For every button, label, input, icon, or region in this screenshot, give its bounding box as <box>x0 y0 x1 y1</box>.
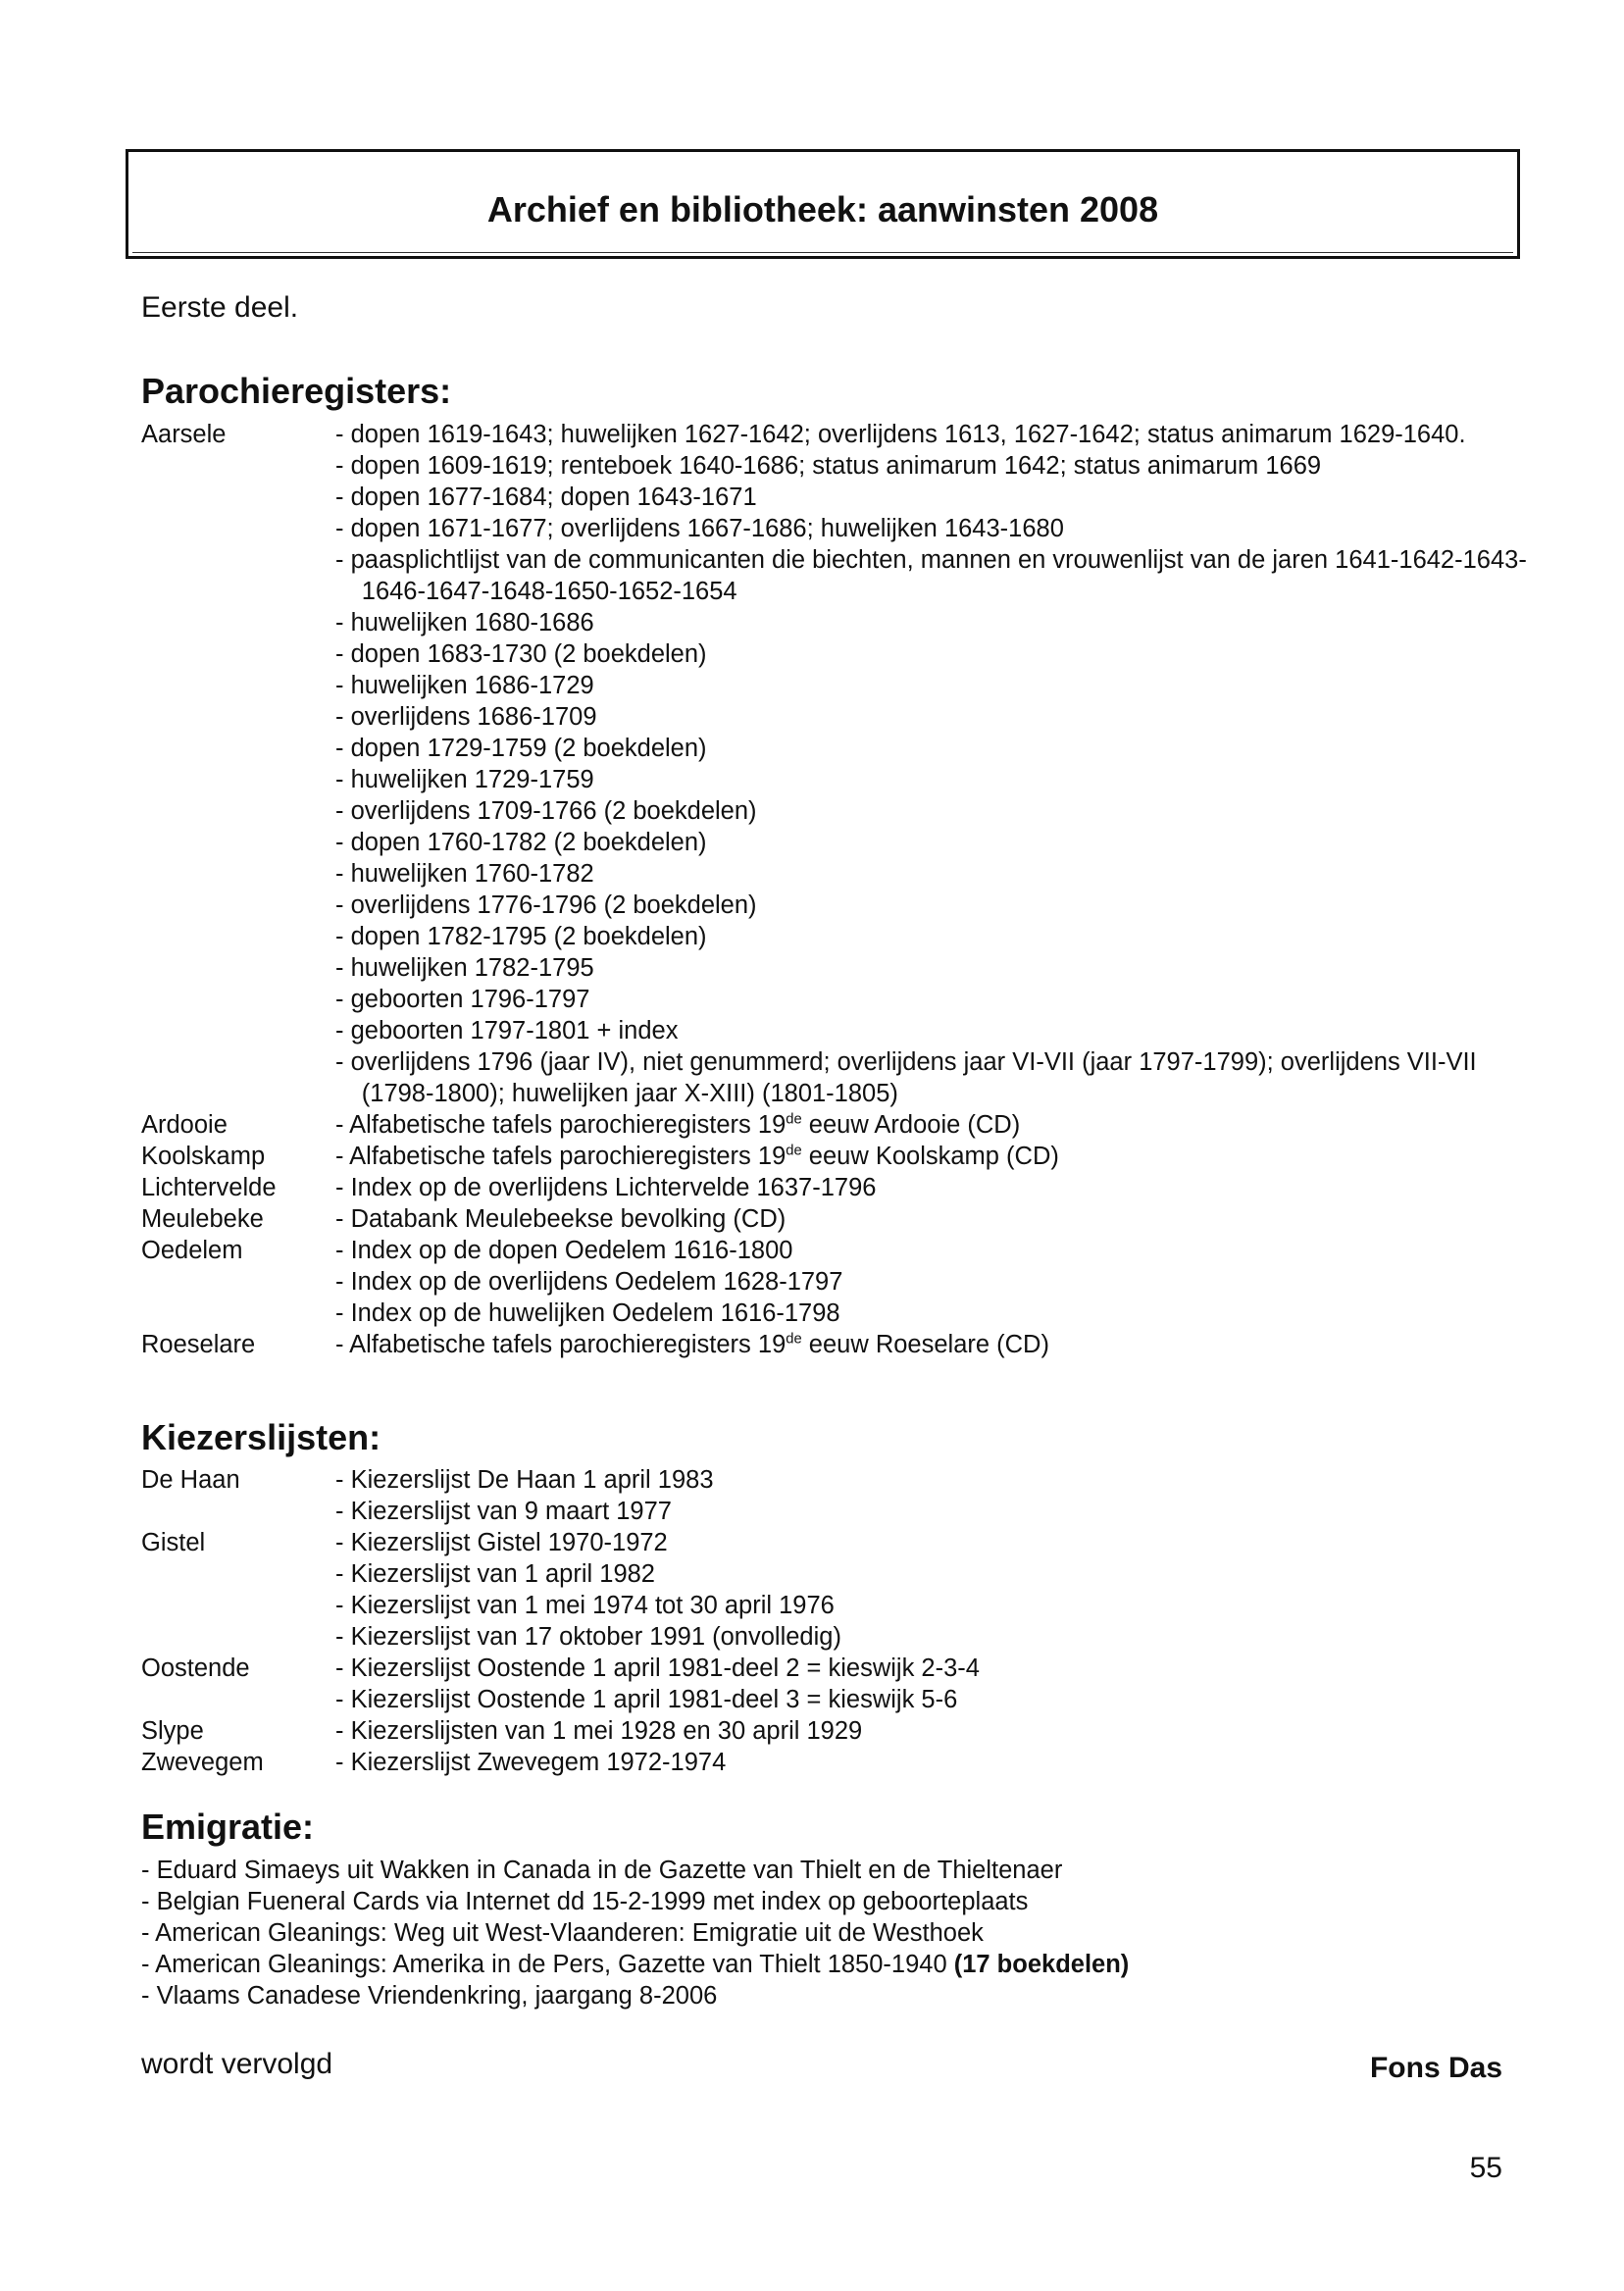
entry-text: - dopen 1760-1782 (2 boekdelen) <box>335 829 707 856</box>
place-name <box>141 733 335 764</box>
place-name <box>141 638 335 670</box>
list-item: - American Gleanings: Weg uit West-Vlaanderen: Emigratie uit de Westhoek <box>141 1919 984 1947</box>
entry-text: - overlijdens 1776-1796 (2 boekdelen) <box>335 891 757 919</box>
place-name: Koolskamp <box>141 1143 266 1170</box>
entry-text: - Kiezerslijst van 1 april 1982 <box>335 1560 655 1588</box>
entry-text: - Index op de overlijdens Lichtervelde 1637-1796 <box>335 1174 877 1201</box>
parochieregisters-heading: Parochieregisters: <box>141 371 452 411</box>
list-item <box>141 733 1534 764</box>
place-name <box>141 827 335 858</box>
list-item <box>141 482 1534 513</box>
entry-text: - Databank Meulebeekse bevolking (CD) <box>335 1205 787 1233</box>
place-name <box>141 1015 335 1046</box>
place-name <box>141 1046 335 1109</box>
emigratie-heading: Emigratie: <box>141 1807 315 1847</box>
kiezerslijsten-list <box>141 1464 1534 1778</box>
entry-text: - dopen 1609-1619; renteboek 1640-1686; status animarum 1642; status animarum 1669 <box>335 452 1322 480</box>
place-name: Lichtervelde <box>141 1174 277 1201</box>
place-name: Ardooie <box>141 1111 228 1139</box>
place-name <box>141 670 335 701</box>
list-item <box>141 1590 1534 1621</box>
list-item <box>141 827 1534 858</box>
entry-text: - dopen 1677-1684; dopen 1643-1671 <box>335 484 757 511</box>
entry-text: - paasplichtlijst van de communicanten die biechten, mannen en vrouwenlijst van de jaren 1641-1642-1643-1646-1647-1648-1650-1652-1654 <box>335 546 1527 605</box>
list-item <box>141 701 1534 733</box>
list-item: - Belgian Fueneral Cards via Internet dd 15-2-1999 met index op geboorteplaats <box>141 1888 1029 1915</box>
list-item <box>141 1621 1534 1653</box>
list-item <box>141 419 1534 450</box>
place-name: Meulebeke <box>141 1205 264 1233</box>
place-name: Roeselare <box>141 1331 256 1358</box>
author-name: Fons Das <box>1369 2052 1502 2084</box>
place-name <box>141 1496 335 1527</box>
place-name <box>141 607 335 638</box>
list-item <box>141 1653 1534 1684</box>
place-name: De Haan <box>141 1466 240 1494</box>
list-item <box>141 1715 1534 1747</box>
entry-text: - Kiezerslijst van 1 mei 1974 tot 30 april 1976 <box>335 1592 835 1619</box>
entry-text: - huwelijken 1782-1795 <box>335 954 594 982</box>
list-item <box>141 1141 1534 1172</box>
entry-text: - overlijdens 1709-1766 (2 boekdelen) <box>335 797 757 825</box>
entry-text: - dopen 1619-1643; huwelijken 1627-1642; overlijdens 1613, 1627-1642; status animarum 1629-1640. <box>335 421 1466 448</box>
list-item <box>141 1109 1534 1141</box>
place-name <box>141 984 335 1015</box>
entry-text: - Alfabetische tafels parochieregisters 19de eeuw Roeselare (CD) <box>335 1331 1049 1358</box>
list-item <box>141 1747 1534 1778</box>
place-name <box>141 544 335 607</box>
parochieregisters-list <box>141 419 1534 1360</box>
list-item: - Eduard Simaeys uit Wakken in Canada in de Gazette van Thielt en de Thieltenaer <box>141 1857 1063 1884</box>
subtitle: Eerste deel. <box>141 291 299 324</box>
list-item <box>141 1558 1534 1590</box>
entry-text: - Kiezerslijst Oostende 1 april 1981-deel 3 = kieswijk 5-6 <box>335 1686 958 1713</box>
place-name: Gistel <box>141 1529 206 1556</box>
place-name <box>141 952 335 984</box>
list-item: - Vlaams Canadese Vriendenkring, jaargang 8-2006 <box>141 1982 718 2010</box>
place-name <box>141 795 335 827</box>
entry-text: - overlijdens 1796 (jaar IV), niet genummerd; overlijdens jaar VI-VII (jaar 1797-1799); overlijdens VII-VII (1798-1800); huwelijken jaar X-XIII) (1801-1805) <box>335 1048 1477 1107</box>
place-name <box>141 513 335 544</box>
place-name <box>141 1298 335 1329</box>
list-item <box>141 1298 1534 1329</box>
place-name <box>141 1266 335 1298</box>
list-item <box>141 638 1534 670</box>
emigratie-list <box>141 1855 1534 2011</box>
list-item <box>141 1172 1534 1203</box>
continued-note: wordt vervolgd <box>141 2048 333 2080</box>
list-item <box>141 952 1534 984</box>
entry-text: - overlijdens 1686-1709 <box>335 703 597 731</box>
list-item <box>141 1496 1534 1527</box>
entry-text: - huwelijken 1680-1686 <box>335 609 594 636</box>
list-item <box>141 890 1534 921</box>
entry-text: - Index op de overlijdens Oedelem 1628-1797 <box>335 1268 843 1296</box>
entry-text: - Alfabetische tafels parochieregisters 19de eeuw Ardooie (CD) <box>335 1111 1021 1139</box>
entry-text: - dopen 1671-1677; overlijdens 1667-1686; huwelijken 1643-1680 <box>335 515 1064 542</box>
list-item <box>141 513 1534 544</box>
list-item <box>141 858 1534 890</box>
list-item <box>141 1203 1534 1235</box>
list-item <box>141 670 1534 701</box>
place-name <box>141 1684 335 1715</box>
entry-text: - dopen 1782-1795 (2 boekdelen) <box>335 923 707 950</box>
list-item <box>141 1684 1534 1715</box>
list-item <box>141 607 1534 638</box>
list-item <box>141 544 1534 607</box>
place-name <box>141 890 335 921</box>
list-item <box>141 764 1534 795</box>
entry-text: - dopen 1729-1759 (2 boekdelen) <box>335 735 707 762</box>
list-item <box>141 450 1534 482</box>
place-name: Oedelem <box>141 1237 243 1264</box>
list-item: - American Gleanings: Amerika in de Pers, Gazette van Thielt 1850-1940 (17 boekdelen) <box>141 1951 1130 1978</box>
list-item <box>141 1464 1534 1496</box>
entry-text: - geboorten 1796-1797 <box>335 986 590 1013</box>
place-name <box>141 858 335 890</box>
place-name <box>141 450 335 482</box>
entry-text: - Index op de dopen Oedelem 1616-1800 <box>335 1237 793 1264</box>
list-item <box>141 921 1534 952</box>
place-name <box>141 482 335 513</box>
place-name: Zwevegem <box>141 1749 264 1776</box>
list-item <box>141 1527 1534 1558</box>
entry-text: - dopen 1683-1730 (2 boekdelen) <box>335 640 707 668</box>
kiezerslijsten-heading: Kiezerslijsten: <box>141 1417 381 1457</box>
entry-text: - Kiezerslijsten van 1 mei 1928 en 30 april 1929 <box>335 1717 863 1745</box>
entry-text: - huwelijken 1760-1782 <box>335 860 594 888</box>
place-name <box>141 1621 335 1653</box>
list-item <box>141 795 1534 827</box>
place-name <box>141 921 335 952</box>
entry-text: - geboorten 1797-1801 + index <box>335 1017 679 1044</box>
entry-text: - Kiezerslijst Gistel 1970-1972 <box>335 1529 668 1556</box>
entry-text: - Kiezerslijst De Haan 1 april 1983 <box>335 1466 714 1494</box>
entry-text: - Kiezerslijst van 17 oktober 1991 (onvolledig) <box>335 1623 841 1651</box>
list-item <box>141 1235 1534 1266</box>
place-name: Slype <box>141 1717 204 1745</box>
page-title: Archief en bibliotheek: aanwinsten 2008 <box>486 189 1159 229</box>
place-name: Oostende <box>141 1655 250 1682</box>
page-number: 55 <box>1469 2152 1502 2184</box>
list-item <box>141 984 1534 1015</box>
title-box <box>126 149 1520 259</box>
entry-text: - Index op de huwelijken Oedelem 1616-1798 <box>335 1299 840 1327</box>
entry-text: - Alfabetische tafels parochieregisters 19de eeuw Koolskamp (CD) <box>335 1143 1059 1170</box>
list-item <box>141 1329 1534 1360</box>
place-name <box>141 764 335 795</box>
place-name <box>141 701 335 733</box>
list-item <box>141 1046 1534 1109</box>
list-item <box>141 1266 1534 1298</box>
entry-text: - huwelijken 1686-1729 <box>335 672 594 699</box>
entry-text: - Kiezerslijst van 9 maart 1977 <box>335 1498 672 1525</box>
place-name: Aarsele <box>141 421 227 448</box>
entry-text: - Kiezerslijst Oostende 1 april 1981-deel 2 = kieswijk 2-3-4 <box>335 1655 980 1682</box>
entry-text: - huwelijken 1729-1759 <box>335 766 594 793</box>
place-name <box>141 1558 335 1590</box>
list-item <box>141 1015 1534 1046</box>
place-name <box>141 1590 335 1621</box>
entry-text: - Kiezerslijst Zwevegem 1972-1974 <box>335 1749 727 1776</box>
